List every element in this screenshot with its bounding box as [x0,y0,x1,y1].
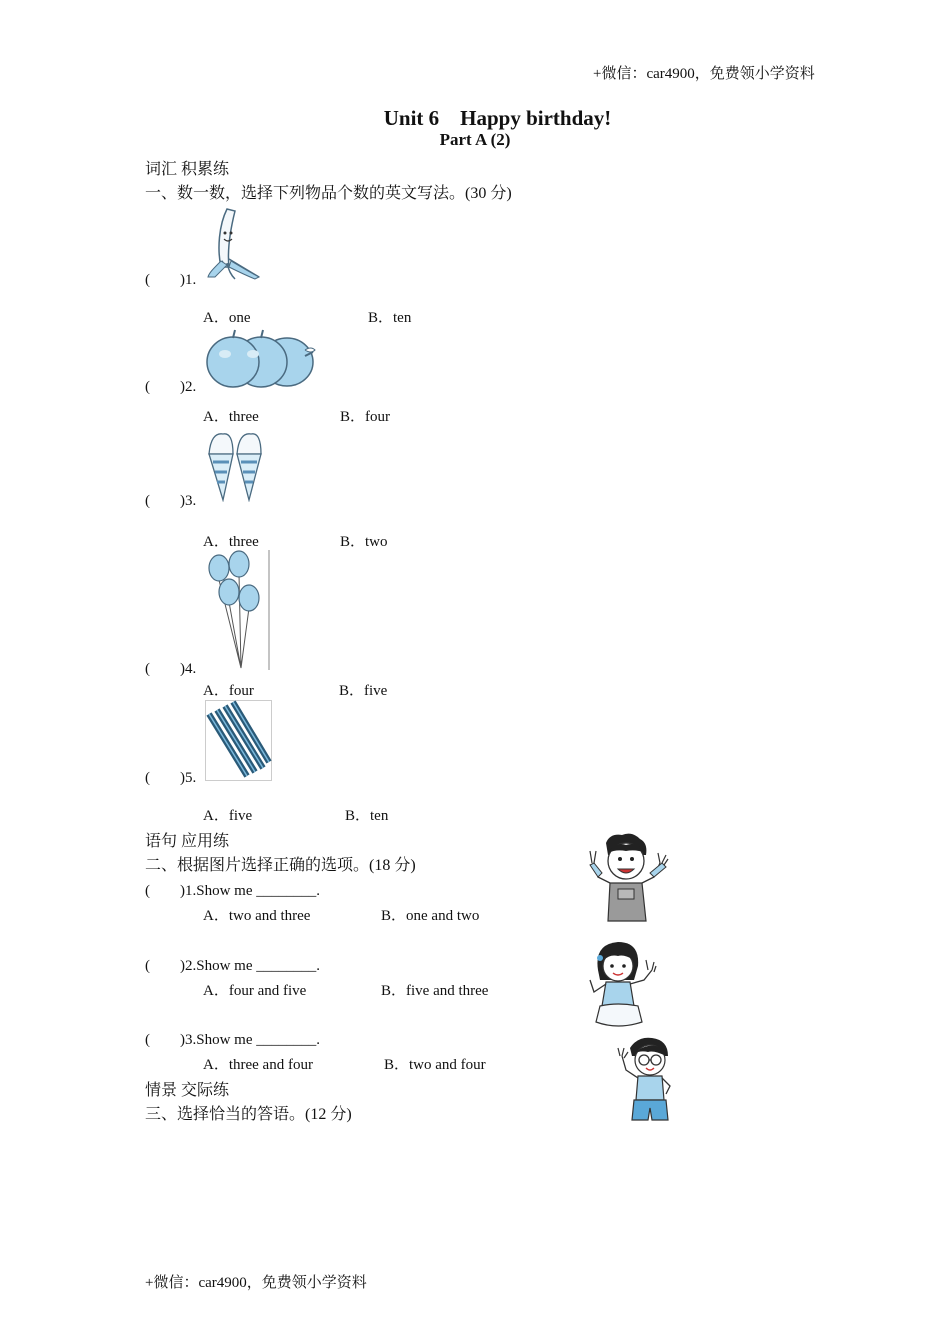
q4-option-b[interactable]: B．five [339,683,388,699]
q3-number: ( )3. [145,493,197,509]
page-title: Unit 6 Happy birthday! [383,106,612,130]
q2-option-b[interactable]: B．four [340,409,390,425]
s2-q3-option-a[interactable]: A．three and four [203,1057,313,1073]
s2-q1-option-b[interactable]: B．one and two [381,908,480,924]
section1-heading: 一、数一数，选择下列物品个数的英文写法。(30 分) [145,185,512,202]
section2-heading: 二、根据图片选择正确的选项。(18 分) [145,857,416,874]
header-note: +微信：car4900，免费领小学资料 [593,66,815,82]
ice-creams-icon [205,428,265,502]
s2-q1-number: ( )1.Show me ________. [145,883,320,899]
q3-option-a[interactable]: A．three [203,534,259,550]
q4-option-a[interactable]: A．four [203,683,254,699]
pencils-icon [205,700,273,782]
page-subtitle: Part A (2) [439,130,511,149]
q1-option-b[interactable]: B．ten [368,310,412,326]
q1-number: ( )1. [145,272,197,288]
banana-icon [205,205,263,281]
q2-number: ( )2. [145,379,197,395]
q1-option-a[interactable]: A．one [203,310,251,326]
q5-option-b[interactable]: B．ten [345,808,389,824]
section3-heading: 三、选择恰当的答语。(12 分) [145,1106,352,1123]
s2-q2-number: ( )2.Show me ________. [145,958,320,974]
q5-option-a[interactable]: A．five [203,808,253,824]
q2-option-a[interactable]: A．three [203,409,259,425]
balloons-icon [205,550,271,672]
q4-number: ( )4. [145,661,197,677]
section2-category: 语句 应用练 [145,833,230,850]
boy-with-glasses-icon [612,1036,678,1124]
apples-icon [205,326,317,390]
girl-showing-fingers-icon [588,940,658,1032]
s2-q2-option-a[interactable]: A．four and five [203,983,307,999]
section3-category: 情景 交际练 [145,1082,230,1099]
q3-option-b[interactable]: B．two [340,534,388,550]
s2-q1-option-a[interactable]: A．two and three [203,908,311,924]
s2-q3-option-b[interactable]: B．two and four [384,1057,486,1073]
footer-note: +微信：car4900，免费领小学资料 [145,1275,367,1291]
s2-q3-number: ( )3.Show me ________. [145,1032,320,1048]
boy-showing-fingers-icon [588,833,670,923]
section1-category: 词汇 积累练 [145,161,230,178]
s2-q2-option-b[interactable]: B．five and three [381,983,489,999]
q5-number: ( )5. [145,770,197,786]
